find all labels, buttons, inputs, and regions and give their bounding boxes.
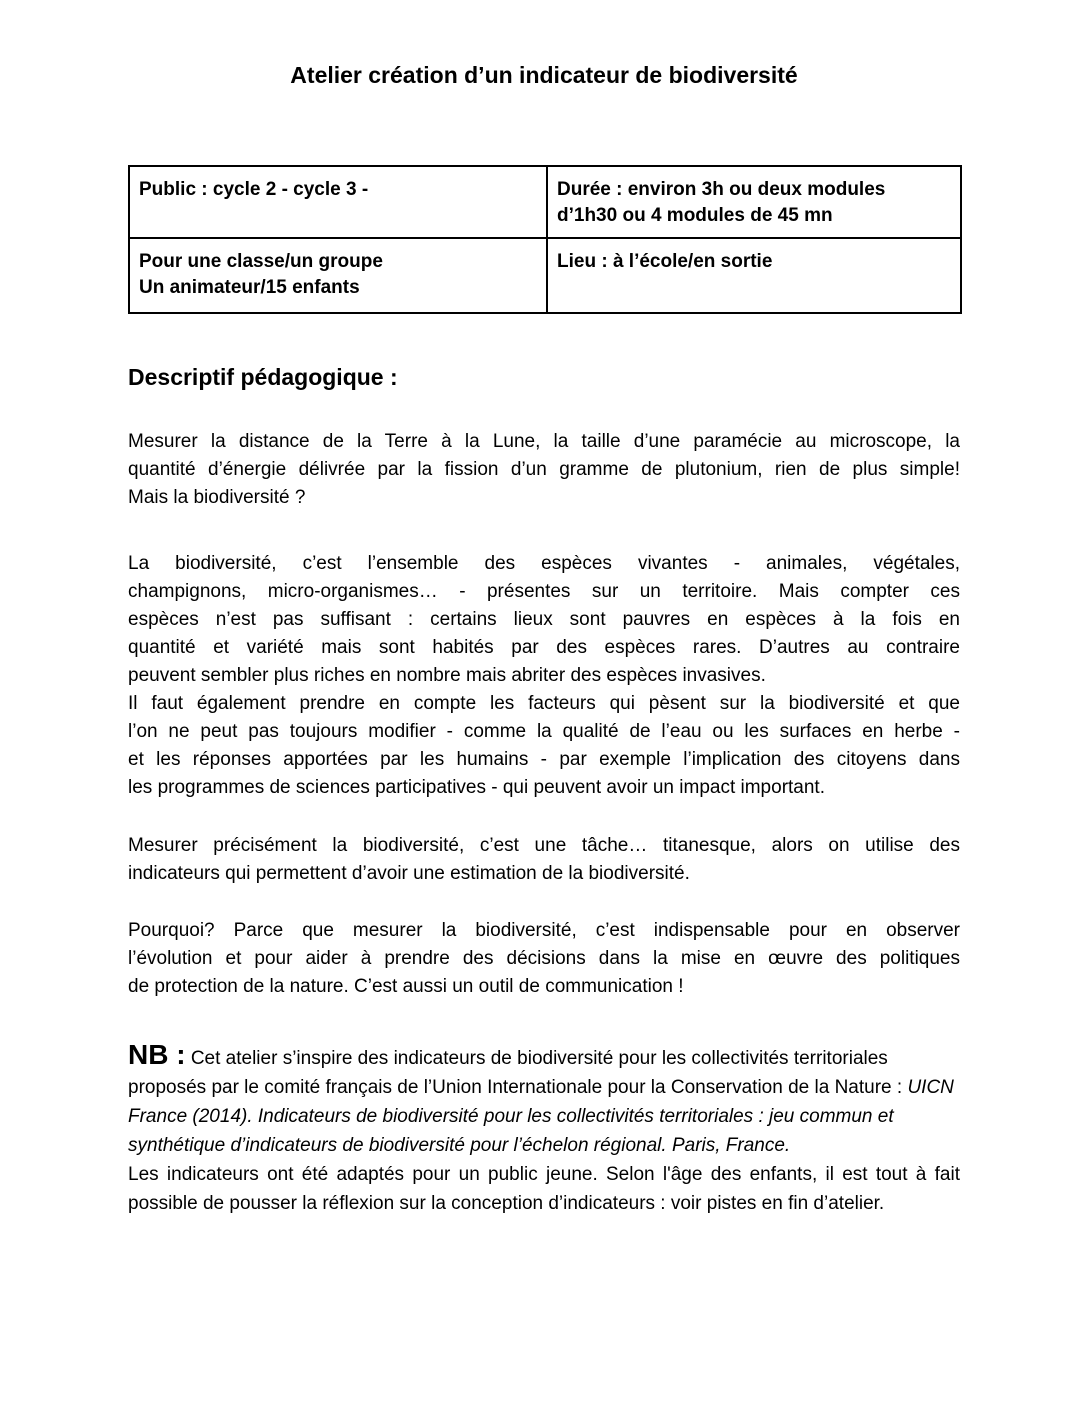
page-title: Atelier création d’un indicateur de biodiversité — [290, 62, 798, 88]
paragraph-why — [128, 917, 960, 1001]
location-cell — [547, 238, 961, 313]
public-cell — [129, 166, 547, 238]
text-line: l’évolution et pour aider à prendre des décisions dans la mise en œuvre des politiques — [128, 948, 960, 969]
text-line: les programmes de sciences participatives - qui peuvent avoir un impact important. — [128, 777, 825, 798]
nb-intro: Cet atelier s’inspire des indicateurs de biodiversité pour les collectivités territoriales proposés par le comité français de l’Union Internationale pour la Conservation de la Nature : — [128, 1048, 908, 1098]
nb-note — [128, 1040, 960, 1218]
paragraph-definition — [128, 550, 960, 802]
info-table — [128, 165, 962, 314]
nb-label: NB : — [128, 1039, 186, 1070]
public-text: Public : cycle 2 - cycle 3 - — [139, 179, 369, 200]
section-heading: Descriptif pédagogique : — [128, 364, 398, 390]
group-line: Pour une classe/un groupe — [139, 251, 383, 272]
paragraph-measure — [128, 832, 960, 888]
text-line: quantité d’énergie délivrée par la fission d’un gramme de plutonium, rien de plus simple! — [128, 459, 960, 480]
table-row — [129, 166, 961, 238]
text-line: de protection de la nature. C’est aussi un outil de communication ! — [128, 976, 684, 997]
duration-line: Durée : environ 3h ou deux modules — [557, 179, 886, 200]
text-line: indicateurs qui permettent d’avoir une estimation de la biodiversité. — [128, 863, 690, 884]
nb-reference: UICN France (2014). Indicateurs de biodiversité pour les collectivités territoriales : jeu commun et synthétique d’indicateurs de biodiversité pour l’échelon régional. Paris, France. — [128, 1077, 954, 1156]
text-line: peuvent sembler plus riches en nombre mais abriter des espèces invasives. — [128, 665, 766, 686]
text-line: champignons, micro-organismes… - présentes sur un territoire. Mais compter ces — [128, 581, 960, 602]
text-line: Pourquoi? Parce que mesurer la biodiversité, c’est indispensable pour en observer — [128, 920, 960, 941]
duration-line: d’1h30 ou 4 modules de 45 mn — [557, 205, 833, 226]
text-line: Mesurer la distance de la Terre à la Lune, la taille d’une paramécie au microscope, la — [128, 431, 960, 452]
table-row — [129, 238, 961, 313]
text-line: La biodiversité, c’est l’ensemble des espèces vivantes - animales, végétales, — [128, 553, 960, 574]
location-text: Lieu : à l’école/en sortie — [557, 251, 773, 272]
text-line: l’on ne peut pas toujours modifier - comme la qualité de l’eau ou les surfaces en herbe - — [128, 721, 960, 742]
text-line: Mesurer précisément la biodiversité, c’est une tâche… titanesque, alors on utilise des — [128, 835, 960, 856]
text-line: et les réponses apportées par les humains - par exemple l’implication des citoyens dans — [128, 749, 960, 770]
nb-followup: Les indicateurs ont été adaptés pour un public jeune. Selon l'âge des enfants, il est tout à fait possible de pousser la réflexion sur la conception d’indicateurs : voir pistes en fin d’atelier. — [128, 1164, 960, 1214]
group-line: Un animateur/15 enfants — [139, 277, 360, 298]
text-line: quantité et variété mais sont habités par des espèces rares. D’autres au contraire — [128, 637, 960, 658]
text-line: espèces n’est pas suffisant : certains lieux sont pauvres en espèces à la fois en — [128, 609, 960, 630]
text-line: Il faut également prendre en compte les facteurs qui pèsent sur la biodiversité et que — [128, 693, 960, 714]
paragraph-intro — [128, 428, 960, 512]
group-cell — [129, 238, 547, 313]
text-line: Mais la biodiversité ? — [128, 487, 306, 508]
duration-cell — [547, 166, 961, 238]
